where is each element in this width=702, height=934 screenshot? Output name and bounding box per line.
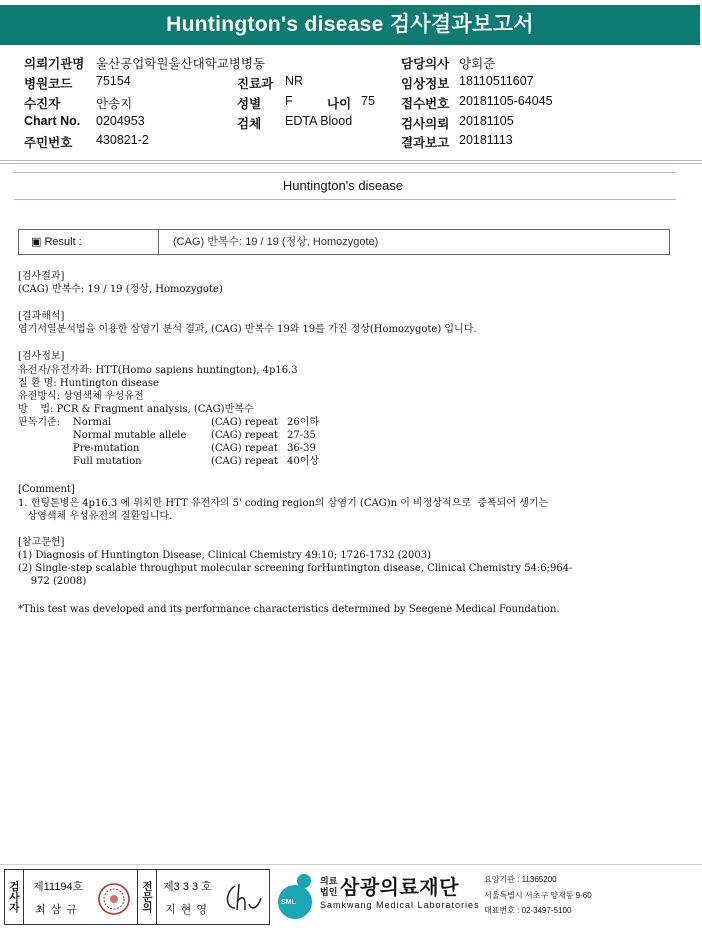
org-name: 삼광의료재단 (340, 877, 459, 899)
chart-value: 0204953 (96, 114, 145, 128)
institution-label: 의뢰기관명 (24, 57, 85, 71)
result-label: ▣ Result : (19, 230, 159, 254)
section-heading: [참고문헌] (18, 537, 65, 548)
request-label: 검사의뢰 (401, 117, 450, 131)
institution-logo (272, 870, 700, 924)
section-heading: [결과해석] (18, 311, 65, 322)
examiner-role-label: 검사자 (8, 881, 20, 913)
divider (0, 160, 702, 161)
specialist-name: 지 현 영 (165, 904, 208, 916)
report-date-label: 결과보고 (401, 136, 450, 150)
reception-label: 접수번호 (401, 97, 450, 111)
specimen-label: 검체 (237, 117, 262, 131)
dept-value: NR (285, 74, 304, 88)
examiner-license: 제11194호 (33, 881, 84, 893)
divider (0, 163, 702, 164)
resident-value: 430821-2 (96, 133, 149, 147)
seal-stamp-icon (97, 882, 131, 916)
receiver-label: 수진자 (24, 97, 61, 111)
reference-item: (2) Single-step scalable throughput molecular screening forHuntington disease, Clinical Chemistry 54:6;964- (18, 563, 573, 574)
criteria-range: 26이하 (287, 417, 320, 428)
specialist-license: 제3 3 3 호 (163, 881, 212, 893)
method-info: 방 법: PCR & Fragment analysis, (CAG)반복수 (18, 404, 254, 415)
resident-label: 주민번호 (24, 136, 73, 150)
reception-value: 20181105-64045 (459, 94, 553, 108)
section-heading: [검사정보] (18, 351, 65, 362)
sex-value: F (285, 94, 293, 108)
specialist-role-label: 전문의 (141, 881, 153, 913)
hospital-code-label: 병원코드 (24, 77, 73, 91)
divider (14, 199, 676, 200)
criteria-range: 27-35 (287, 430, 316, 441)
reference-item: 972 (2008) (18, 576, 87, 587)
sml-logo-icon (272, 872, 318, 920)
patient-info (0, 50, 700, 162)
reference-item: (1) Diagnosis of Huntington Disease, Clinical Chemistry 49:10; 1726-1732 (2003) (18, 550, 432, 561)
disclaimer-note: *This test was developed and its performance characteristics determined by Seegene Medical Foundation. (18, 604, 560, 615)
specimen-value: EDTA Blood (285, 114, 353, 128)
org-code: 요양기관 : 11365200 (484, 875, 557, 884)
criteria-range: 40이상 (287, 456, 320, 467)
criteria-repeat: (CAG) repeat (211, 430, 278, 441)
sml-text: SML (281, 899, 296, 906)
criteria-label: 판독기준: (18, 417, 61, 428)
request-value: 20181105 (459, 114, 514, 128)
clinical-value: 18110511607 (459, 74, 534, 88)
report-subtitle: Huntington's disease (282, 178, 404, 193)
section-heading: [검사결과] (18, 271, 65, 282)
report-title-banner: Huntington's disease 검사결과보고서 (0, 5, 700, 45)
criteria-repeat: (CAG) repeat (211, 417, 278, 428)
criteria-repeat: (CAG) repeat (211, 456, 278, 467)
section-heading: [Comment] (18, 484, 75, 495)
specialist-role (137, 870, 157, 924)
receiver-value: 안송지 (96, 97, 133, 111)
inheritance-info: 유전방식: 상염색체 우성유전 (18, 391, 144, 402)
criteria-repeat: (CAG) repeat (211, 443, 278, 454)
doctor-label: 담당의사 (401, 57, 450, 71)
result-value: (CAG) 반복수: 19 / 19 (정상, Homozygote) (173, 236, 379, 248)
clinical-label: 임상정보 (401, 77, 450, 91)
signature-icon (221, 880, 265, 916)
examiner-name: 최 삼 규 (35, 904, 78, 916)
divider (14, 172, 676, 173)
disease-info: 질 환 명: Huntington disease (18, 378, 159, 389)
sex-label: 성별 (237, 97, 262, 111)
org-address: 서울특별시 서초구 양재동 9-60 (484, 891, 592, 900)
criteria-range: 36-39 (287, 443, 316, 454)
org-small-2: 법인 (320, 887, 338, 897)
comment-text: 1. 헌팅톤병은 4p16.3 에 위치한 HTT 유전자의 5' coding region의 삼염기 (CAG)n 이 비정상적으로 증폭되어 생기는 (18, 498, 549, 509)
result-text: (CAG) 반복수: 19 / 19 (정상, Homozygote) (18, 284, 223, 295)
org-small-1: 의료 (320, 876, 338, 886)
chart-label: Chart No. (24, 114, 81, 128)
hospital-code-value: 75154 (96, 74, 131, 88)
result-box (18, 229, 670, 255)
dept-label: 진료과 (237, 77, 274, 91)
signature-box (4, 869, 270, 925)
doctor-value: 양회준 (459, 57, 496, 71)
divider (0, 864, 702, 865)
gene-info: 유전자/유전자좌: HTT(Homo sapiens huntington), 4p16.3 (18, 365, 298, 376)
comment-text: 상염색체 우성유전의 질환입니다. (18, 511, 173, 522)
age-value: 75 (361, 94, 375, 108)
criteria-name: Normal mutable allele (73, 430, 187, 441)
org-english-name: Samkwang Medical Laboratories (320, 900, 480, 910)
age-label: 나이 (327, 97, 352, 111)
institution-value: 울산공업학원울산대학교병병동 (96, 57, 266, 71)
interpretation-text: 염기서열분석법을 이용한 삼염기 분석 결과, (CAG) 반복수 19와 19를 가진 정상(Homozygote) 입니다. (18, 324, 477, 335)
criteria-name: Normal (73, 417, 112, 428)
criteria-name: Full mutation (73, 456, 142, 467)
criteria-name: Pre-mutation (73, 443, 140, 454)
examiner-role (5, 870, 24, 924)
org-phone: 대표번호 : 02-3497-5100 (484, 906, 572, 915)
report-date-value: 20181113 (459, 133, 513, 147)
